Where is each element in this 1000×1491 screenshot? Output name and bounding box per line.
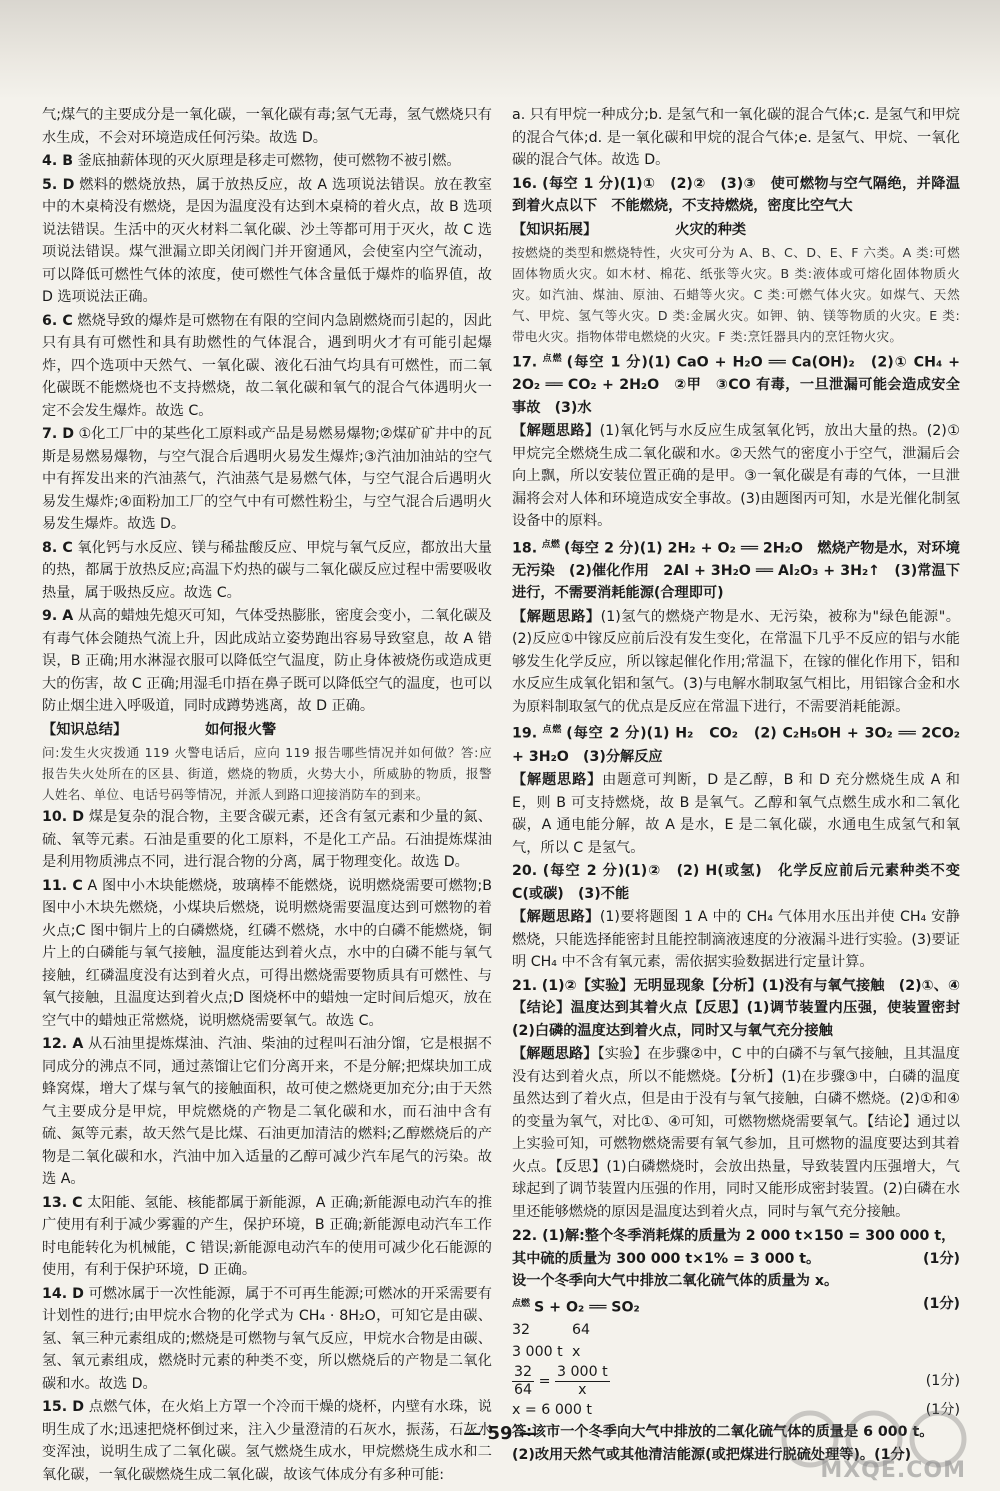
answer-statement: (2)改用天然气或其他清洁能源(或把煤进行脱硫处理等)。(1分) <box>512 1446 912 1463</box>
answer-text: (1)②【实验】无明显现象【分析】(1)没有与氧气接触 (2)①、④【结论】温度达到其着火点【反思】(1)调节装置内压强，使装置密封 (2)白磷的温度达到着火点，同时又与氧气充分接触 <box>512 977 975 1039</box>
question-number: 11. C <box>42 877 83 894</box>
question-number: 15. D <box>42 1399 85 1415</box>
explanation-block <box>512 606 960 719</box>
section-topic: 如何报火警 <box>205 721 277 738</box>
answer-continuation <box>512 104 960 172</box>
answer-text: 从高的蜡烛先熄灭可知，气体受热膨胀，密度会变小，二氧化碳及有毒气体会随热气流上升，因此成站立姿势跑出容易导致窒息，故 A 错误，B 正确;用水淋湿衣服可以降低空气温度，防止身体被烧伤或造成更大的伤害，故 C 正确;用湿毛巾捂在鼻子既可以降低空气的温度，也可以防止烟尘进入呼吸道，同时成蹲势逃离，故 D 正确。 <box>42 608 492 714</box>
answer-text: 气;煤气的主要成分是一氧化碳，一氧化碳有毒;氢气无毒，氢气燃烧只有水生成，不会对环境造成任何污染。故选 D。 <box>42 107 492 146</box>
q22-line <box>512 1248 960 1271</box>
section-heading: 【解题思路】 <box>512 909 600 926</box>
result-text: x = 6 000 t <box>512 1401 592 1418</box>
explanation-block <box>512 420 960 533</box>
answer-text: 燃料的燃烧放热，属于放热反应，故 A 选项说法错误。放在教室中的木桌椅没有燃烧，是因为温度没有达到木桌椅的着火点，故 B 选项说法错误。生活中的灭火材料二氧化碳、沙土等都可用于灭火，故 C 选项说法错误。煤气泄漏立即关闭阀门并开窗通风，会使室内空气流动，可以降低可燃性气体的浓度，使可燃性气体含量低于爆炸的临界值，故 D 选项说法正确。 <box>42 176 492 305</box>
section-heading: 【解题思路】 <box>512 423 600 440</box>
section-heading: 【知识拓展】 <box>512 221 591 238</box>
answer-item <box>42 537 492 605</box>
answer-text: (1)氧化钙与水反应生成氢氧化钙，放出大量的热。(2)①甲烷完全燃烧生成二氧化碳和水。②天然气的密度小于空气，泄漏后会向上飘，所以安装位置正确的是甲。③一氧化碳是有毒的气体，一旦泄漏将会对人体和环境造成安全事故。(3)由题图丙可知，水是光催化制氢设备中的原料。 <box>512 423 960 530</box>
question-number: 19. <box>512 726 538 743</box>
answer-text: ①化工厂中的某些化工原料或产品是易燃易爆物;②煤矿矿井中的瓦斯是易燃易爆物，与空气混合后遇明火易发生爆炸;③汽油加油站的空气中有挥发出来的汽油蒸气，汽油蒸气是易燃气体，与空气混合后遇明火易发生爆炸;④面粉加工厂的空气中有可燃性粉尘，与空气混合后遇明火易发生爆炸。故选 D。 <box>42 426 492 532</box>
answer-continuation <box>42 104 492 149</box>
answer-item <box>42 423 492 536</box>
reaction-condition: 点燃 <box>512 1298 531 1309</box>
answer-text: 点燃气体，在火焰上方罩一个冷而干燥的烧杯，内壁有水珠，说明生成了水;迅速把烧杯倒过来，注入少量澄清的石灰水，振荡，石灰水变浑浊，说明生成了二氧化碳。氢气燃烧生成水，甲烷燃烧生成水和二氧化碳，一氧化碳燃烧生成二氧化碳，故该气体成分有多种可能: <box>42 1399 492 1483</box>
fraction <box>555 1364 610 1399</box>
answer-text: 氧化钙与水反应、镁与稀盐酸反应、甲烷与氧气反应，都放出大量的热，都属于放热反应;高温下灼热的碳与二氧化碳反应过程中需要吸收热量，属于吸热反应。故选 C。 <box>42 539 492 601</box>
explanation-block <box>512 906 960 974</box>
answer-text: a. 只有甲烷一种成分;b. 是氢气和一氧化碳的混合气体;c. 是氢气和甲烷的混合气体;d. 是一氧化碳和甲烷的混合气体;e. 是氢气、甲烷、一氧化碳的混合气体。故选 D。 <box>512 107 960 168</box>
q22-text: 其中硫的质量为 300 000 t×1% = 3 000 t。 <box>512 1250 821 1267</box>
question-number: 5. D <box>42 176 75 193</box>
proportion: $\frac{32}{64}$ = $\frac{3 000 t}{x}$ <box>514 1363 608 1398</box>
left-column <box>42 104 492 1487</box>
q22-text: (1)解:整个冬季消耗煤的质量为 2 000 t×150 = 300 000 t， <box>542 1228 956 1245</box>
explanation-block <box>512 1043 960 1223</box>
reaction-condition: 点燃 <box>541 539 560 550</box>
molar-mass-row <box>512 1319 960 1342</box>
answer-text: 太阳能、氢能、核能都属于新能源，A 正确;新能源电动汽车的推广使用有利于减少雾霾的产生，保护环境，B 正确;新能源电动汽车工作时电能转化为机械能，C 错误;新能源电动汽车的使用可减少化石能源的使用，有利于保护环境，D 正确。 <box>42 1194 493 1278</box>
answer-item <box>42 1033 492 1191</box>
answer-text: 釜底抽薪体现的灭火原理是移走可燃物，使可燃物不被引燃。 <box>77 153 461 169</box>
question-number: 9. A <box>42 608 74 624</box>
molar-mass: 64 <box>572 1321 591 1338</box>
answer-item <box>42 174 492 309</box>
answer-item <box>42 310 492 423</box>
answer-item <box>42 806 492 874</box>
explanation-block <box>42 719 492 742</box>
answer-text: 燃烧导致的爆炸是可燃物在有限的空间内急剧燃烧而引起的，因此只有具有可燃性和具有助燃性的气体混合，遇到明火才有可能引起爆炸，四个选项中天然气、一氧化碳、液化石油气均具有可燃性，而二氧化碳既不能燃烧也不支持燃烧，故二氧化碳和氧气的混合气体遇明火一定不会发生爆炸。故选 C。 <box>42 312 492 419</box>
numerator: 3 000 t <box>556 1363 608 1380</box>
answer-item <box>42 875 492 1033</box>
question-number: 22. <box>512 1228 538 1245</box>
knowledge-note: 按燃烧的类型和燃烧特性，火灾可分为 A、B、C、D、E、F 六类。A 类:可燃固体物质火灾。如木材、棉花、纸张等火灾。B 类:液体或可熔化固体物质火灾。如汽油、煤油、原油、石蜡等火灾。C 类:可燃气体火灾。如煤气、天然气、甲烷、氢气等火灾。D 类:金属火灾。如钾、钠、镁等物质的火灾。E 类:带电火灾。指物体带电燃烧的火灾。F 类:烹饪器具内的烹饪物火灾。 <box>512 245 960 344</box>
q22-line <box>512 1225 960 1248</box>
mass-value: 3 000 t <box>512 1344 563 1361</box>
page-top-shade <box>0 0 1000 100</box>
answer-item <box>42 1192 492 1282</box>
section-heading: 【解题思路】 <box>512 772 603 789</box>
question-number: 10. D <box>42 809 85 825</box>
answer-text: (1)氢气的燃烧产物是水、无污染，被称为"绿色能源"。(2)反应①中镓反应前后没有发生变化，在常温下几乎不反应的铝与水能够发生化学反应，所以镓起催化作用;常温下，在镓的催化作用下，铝和水反应生成氧化铝和氢气。(3)与电解水制取氢气相比，用铝镓合金和水为原料制取氢气的优点是反应在常温下进行，不需要消耗能源。 <box>512 608 960 715</box>
answer-text: (每空 1 分)(1)① (2)② (3)③ 使可燃物与空气隔绝，并降温到着火点以下 不能燃烧，不支持燃烧，密度比空气大 <box>512 175 960 214</box>
answer-statement: 答:该市一个冬季向大气中排放的二氧化硫气体的质量是 6 000 t。 <box>512 1424 934 1441</box>
question-number: 4. B <box>42 153 74 169</box>
page-number: — 59 — <box>463 1423 537 1444</box>
score-label: (1分) <box>922 1295 960 1312</box>
answer-item <box>512 534 960 605</box>
answer-text: 煤是复杂的混合物，主要含碳元素，还含有氢元素和少量的氮、硫、氧等元素。石油是重要的化工原料，不是化工产品。石油提炼煤油是利用物质沸点不同，进行混合物的分离，属于物理变化。故选 D。 <box>42 809 492 870</box>
mass-row <box>512 1341 960 1364</box>
answer-item <box>512 348 960 419</box>
answer-item <box>42 1283 492 1396</box>
answer-text: 从石油里提炼煤油、汽油、柴油的过程叫石油分馏，它是根据不同成分的沸点不同，通过蒸馏让它们分离开来，不是分解;把煤块加工成蜂窝煤，增大了煤与氧气的接触面积，故可使之燃烧更加充分;由于天然气主要成分是甲烷，甲烷燃烧的产物是二氧化碳和水，而石油中含有硫、氮等元素，故天然气是比煤、石油更加清洁的燃料;乙醇燃烧后的产物是二氧化碳和水，汽油中加入适量的乙醇可减少汽车尾气的污染。故选 A。 <box>42 1036 492 1187</box>
section-topic: 火灾的种类 <box>675 221 747 238</box>
q22-equation-row <box>512 1293 960 1319</box>
q22-text: 设一个冬季向大气中排放二氧化硫气体的质量为 x。 <box>512 1273 839 1290</box>
question-number: 7. D <box>42 426 74 442</box>
question-number: 21. <box>512 977 538 994</box>
proportion-row <box>512 1364 960 1399</box>
answer-text: (每空 2 分)(1) H₂ CO₂ (2) C₂H₅OH + 3O₂ ══ 2CO₂ + 3H₂O (3)分解反应 <box>512 726 960 765</box>
right-column <box>512 104 975 1466</box>
answer-item <box>512 719 960 768</box>
question-number: 12. A <box>42 1036 84 1052</box>
question-number: 14. D <box>42 1285 84 1302</box>
score-label: (1分) <box>922 1250 960 1267</box>
answer-text: 【实验】在步骤②中，C 中的白磷不与氧气接触，且其温度没有达到着火点，所以不能燃烧。【分析】(1)在步骤③中，白磷的温度虽然达到了着火点，但是由于没有与氧气接触，白磷不燃烧。(2)①和④的变量为氧气，对比①、④可知，可燃物燃烧需要氧气。【结论】通过以上实验可知，可燃物燃烧需要有氧气参加，且可燃物的温度要达到其着火点。【反思】(1)白磷燃烧时，会放出热量，导致装置内压强增大，气球起到了调节装置内压强的作用，同时又能形成密封装置。(2)白磷在水里还能够燃烧的原因是温度达到着火点，同时与氧气充分接触。 <box>512 1046 960 1220</box>
answer-item <box>42 605 492 718</box>
knowledge-note: 问:发生火灾拨通 119 火警电话后，应向 119 报告哪些情况并如何做？答:应报告失火处所在的区县、街道，燃烧的物质，火势大小，所威胁的物质，报警人姓名、单位、电话号码等情况，并派人到路口迎接消防车的到来。 <box>42 745 492 802</box>
molar-mass: 32 <box>512 1321 531 1338</box>
explanation-block <box>512 219 960 242</box>
answer-item <box>42 150 492 173</box>
question-number: 6. C <box>42 312 73 329</box>
answer-text: (1)要将题图 1 A 中的 CH₄ 气体用水压出并使 CH₄ 安静燃烧，只能选择能密封且能控制滴液速度的分液漏斗进行实验。(3)要证明 CH₄ 中不含有氧元素，需依据实验数据进行定量计算。 <box>512 909 960 971</box>
section-heading: 【解题思路】 <box>512 1046 598 1063</box>
section-heading: 【解题思路】 <box>512 608 601 625</box>
reaction-condition: 点燃 <box>542 354 563 364</box>
question-number: 20. <box>512 863 538 880</box>
answer-item <box>512 173 960 218</box>
answer-text: A 图中小木块能燃烧，玻璃棒不能燃烧，说明燃烧需要可燃物;B 图中小木块先燃烧，小煤块后燃烧，说明燃烧需要温度达到可燃物的着火点;C 图中铜片上的白磷燃烧，红磷不燃烧，水中的白磷不能燃烧，铜片上的白磷能与氧气接触，温度能达到着火点，水中的白磷不能与氧气接触，红磷温度没有达到着火点，可得出燃烧需要物质具有可燃性、与氧气接触，且温度达到着火点;D 图烧杯中的蜡烛一定时间后熄灭，放在空气中的蜡烛正常燃烧，说明燃烧需要氧气。故选 C。 <box>42 877 493 1029</box>
answer-item <box>512 860 975 905</box>
answer-item <box>512 975 975 1043</box>
question-number: 16. <box>512 175 538 192</box>
fraction <box>512 1364 534 1399</box>
question-number: 18. <box>512 540 538 557</box>
denominator: 64 <box>514 1381 533 1398</box>
section-heading: 【知识总结】 <box>42 721 121 738</box>
explanation-block <box>512 769 960 859</box>
answer-text: (每空 2 分)(1) 2H₂ + O₂ ══ 2H₂O 燃烧产物是水，对环境无污染 (2)催化作用 2Al + 3H₂O ══ Al₂O₃ + 3H₂↑ (3)常温下进行，不需要消耗能源(合理即可) <box>512 540 960 602</box>
q22-equation <box>512 1293 640 1319</box>
answer-text: (每空 2 分)(1)② (2) H(或氢) 化学反应前后元素种类不变 C(或碳) (3)不能 <box>512 863 975 902</box>
denominator: x <box>578 1381 587 1398</box>
score-label: (1分) <box>925 1373 960 1390</box>
question-number: 17. <box>512 354 538 371</box>
mass-value: x <box>572 1344 581 1361</box>
answer-text: 由题意可判断，D 是乙醇，B 和 D 充分燃烧生成 A 和 E，则 B 可支持燃烧，故 B 是氧气。乙醇和氧气点燃生成水和二氧化碳，A 通电能分解，故 A 是水，E 是二氧化碳，水通电生成氢气和氧气，所以 C 是氢气。 <box>512 772 960 856</box>
equation-text: S + O₂ ══ SO₂ <box>534 1299 640 1316</box>
reaction-condition: 点燃 <box>542 725 563 736</box>
answer-text: 可燃冰属于一次性能源，属于不可再生能源;可燃冰的开采需要有计划性的进行;由甲烷水合物的化学式为 CH₄ · 8H₂O，可知它是由碳、氢、氧三种元素组成的;燃烧是可燃物与氧气反应，甲烷水合物是由碳、氢、氧元素组成，燃烧时元素的种类不变，所以燃烧后的产物是二氧化碳和水。故选 D。 <box>42 1285 492 1392</box>
answer-text: (每空 1 分)(1) CaO + H₂O ══ Ca(OH)₂ (2)① CH₄ + 2O₂ ══ CO₂ + 2H₂O ②甲 ③CO 有毒，一旦泄漏可能会造成安全事故 (3)水 <box>512 354 960 416</box>
numerator: 32 <box>514 1363 533 1380</box>
watermark-text: MXQE.COM <box>820 1458 966 1483</box>
question-number: 13. C <box>42 1194 83 1211</box>
score-label: (1分) <box>925 1401 960 1418</box>
question-number: 8. C <box>42 539 73 556</box>
